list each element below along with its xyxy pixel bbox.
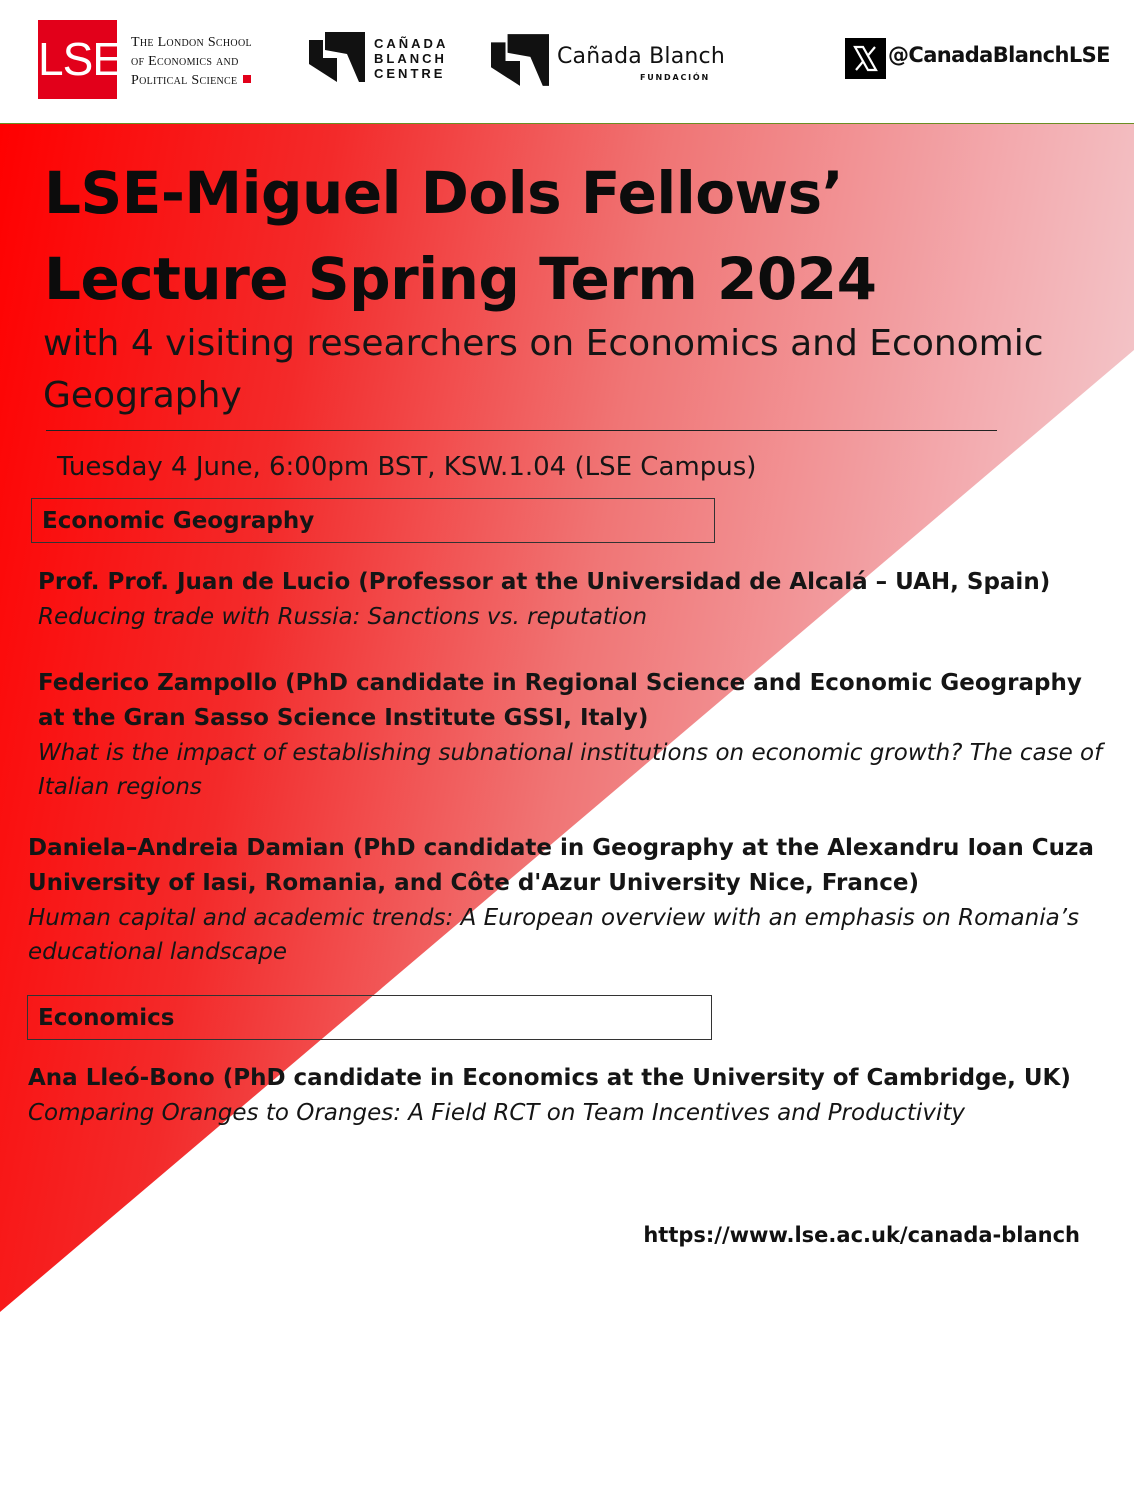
talk-item — [38, 666, 1108, 804]
canada-blanch-mark-icon[interactable] — [309, 32, 365, 82]
lse-name-line-1: The London School — [131, 35, 252, 50]
event-title — [44, 150, 1104, 322]
header-divider — [0, 123, 1134, 124]
talk-speaker: Prof. Prof. Juan de Lucio (Professor at the Universidad de Alcalá – UAH, Spain) — [38, 569, 1051, 595]
lse-logo[interactable]: LSE — [38, 20, 117, 99]
talk-title: Comparing Oranges to Oranges: A Field RCT on Team Incentives and Productivity — [28, 1100, 965, 1126]
canada-blanch-fundacion-mark-icon[interactable] — [491, 34, 549, 86]
event-title-line-1: LSE-Miguel Dols Fellows’ — [44, 159, 844, 227]
title-divider — [46, 430, 997, 431]
event-date-location: Tuesday 4 June, 6:00pm BST, KSW.1.04 (LSE Campus) — [57, 452, 757, 482]
talk-item — [28, 831, 1108, 969]
talk-title: Reducing trade with Russia: Sanctions vs. reputation — [38, 604, 648, 630]
section-economic-geography: Economic Geography — [31, 498, 715, 543]
cbc-name-line-1: CAÑADA — [374, 36, 449, 51]
lse-name-line-3-text: Political Science — [131, 73, 238, 88]
event-title-line-2: Lecture Spring Term 2024 — [44, 245, 877, 313]
talk-speaker: Daniela–Andreia Damian (PhD candidate in Geography at the Alexandru Ioan Cuza University of Iasi, Romania, and Côte d'Azur University Nice, France) — [28, 835, 1094, 896]
event-subtitle: with 4 visiting researchers on Economics and Economic Geography — [43, 323, 1044, 416]
logo-header — [0, 0, 1134, 123]
talk-item — [38, 565, 1108, 634]
x-glyph-icon — [845, 38, 886, 79]
x-logo-icon[interactable] — [845, 38, 886, 79]
canada-blanch-fundacion-name: Cañada Blanch — [557, 44, 725, 69]
section-economics: Economics — [27, 995, 712, 1040]
talk-title: What is the impact of establishing subnational institutions on economic growth? The case of Italian regions — [38, 740, 1103, 800]
canada-blanch-centre-name — [374, 36, 448, 81]
lse-full-name — [131, 33, 252, 90]
lse-square-icon — [243, 75, 251, 83]
talk-speaker: Ana Lleó-Bono (PhD candidate in Economics at the University of Cambridge, UK) — [28, 1065, 1071, 1091]
fundacion-label: FUNDACIÓN — [640, 73, 711, 82]
talk-item — [28, 1061, 1118, 1130]
x-handle-link[interactable]: @CanadaBlanchLSE — [888, 43, 1110, 67]
talk-speaker: Federico Zampollo (PhD candidate in Regional Science and Economic Geography at the Gran Sasso Science Institute GSSI, Italy) — [38, 670, 1082, 731]
talk-title: Human capital and academic trends: A European overview with an emphasis on Romania’s educational landscape — [28, 905, 1079, 965]
cbc-name-line-3: CENTRE — [374, 66, 446, 81]
lse-name-line-3 — [131, 71, 252, 90]
lse-name-line-2: of Economics and — [131, 54, 239, 69]
cbc-name-line-2: BLANCH — [374, 51, 447, 66]
website-link[interactable]: https://www.lse.ac.uk/canada-blanch — [643, 1223, 1080, 1247]
